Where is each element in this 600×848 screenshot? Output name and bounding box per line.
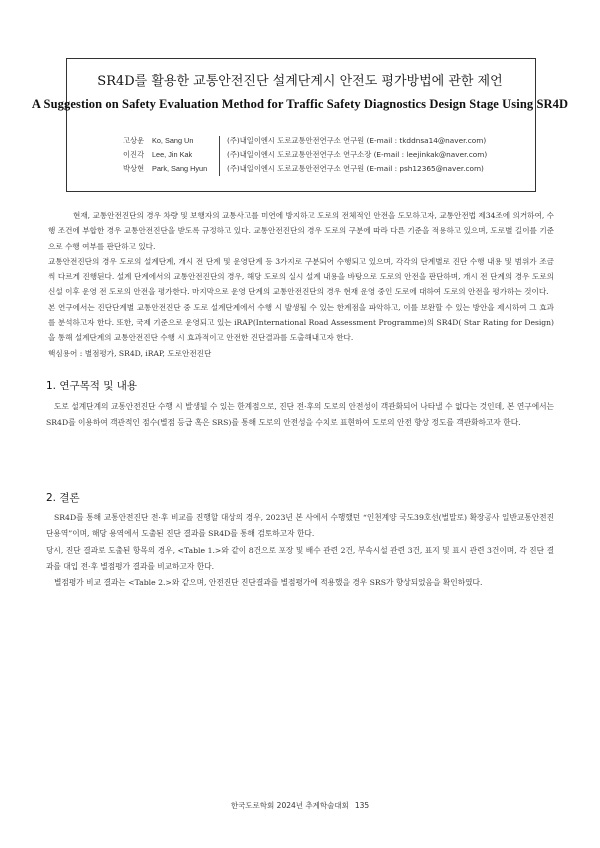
author-name-english: Ko, Sang Un [152,136,194,145]
keywords: 핵심용어 : 별점평가, SR4D, iRAP, 도로안전진단 [48,348,212,358]
paper-title-korean: SR4D를 활용한 교통안전진단 설계단계시 안전도 평가방법에 관한 제언 [97,74,503,89]
section-heading: 1. 연구목적 및 내용 [46,380,138,392]
section-paragraph: SR4D를 통해 교통안전진단 전·후 비교를 진행할 대상의 경우, 2023년 본 사에서 수행했던 “인천계양 국도39호선(벌말로) 확장공사 일반교통안전진단용역”이며, 해당 용역에서 도출된 진단 결과를 SR4D를 통해 검토하고자 한다. [46,513,554,539]
section-body [46,510,554,591]
author-name-english: Lee, Jin Kak [152,150,193,159]
abstract-paragraph: 현재, 교통안전진단의 경우 차량 및 보행자의 교통사고를 미연에 방지하고 도로의 전체적인 안전을 도모하고자, 교통안전법 제34조에 의거하여, 수행 조건에 부합한 경우 교통안전진단을 받도록 규정하고 있다. 교통안전진단의 경우 도로의 구분에 따라 다른 기준을 적용하고 있으며, 도로별 길이를 기준으로 수행 여부를 판단하고 있다. [48,211,554,251]
paper-title-english: A Suggestion on Safety Evaluation Method for Traffic Safety Diagnostics Design Stage Using SR4D [31,97,569,111]
author-name-korean: 박상현 [123,164,145,173]
author-name-english: Park, Sang Hyun [152,164,208,173]
section-paragraph: 별점평가 비교 결과는 <Table 2.>와 같으며, 안전진단 진단결과를 별점평가에 적용했을 경우 SRS가 향상되었음을 확인하였다. [54,578,483,588]
page-footer [0,800,600,811]
author-name-korean: 고상운 [123,136,145,145]
author-affiliation: (주)내일이엔시 도로교통안전연구소 연구원 (E-mail : psh12365@naver.com) [227,164,484,173]
author-affiliation: (주)내일이엔시 도로교통안전연구소 연구원 (E-mail : tkddnsa14@naver.com) [227,136,487,145]
author-divider [219,136,220,176]
author-name-korean: 이진각 [123,150,145,159]
abstract-paragraph: 교통안전진단의 경우 도로의 설계단계, 개시 전 단계 및 운영단계 등 3가지로 구분되어 수행되고 있으며, 각각의 단계별로 진단 수행 내용 및 범위가 조금씩 다르게 진행된다. 설계 단계에서의 교통안전진단의 경우, 해당 도로의 실시 설계 내용을 바탕으로 도로의 안전을 판단하며, 개시 전 단계의 경우 도로의 신설 이후 운영 전 도로의 안전을 평가한다. 마지막으로 운영 단계의 교통안전진단의 경우 현재 운영 중인 도로에 대하여 도로의 안전을 평가하는 것이다. [48,256,554,297]
section-paragraph: 당시, 진단 결과로 도출된 항목의 경우, <Table 1.>와 같이 8건으로 포장 및 배수 관련 2건, 부속시설 관련 3건, 표지 및 표시 관련 3건이며, 각 진단 결과를 대입 전·후 별점평가 결과를 비교하고자 한다. [46,545,554,571]
section-body [46,399,554,432]
section-heading: 2. 결론 [46,492,80,504]
page-number: 135 [354,801,370,810]
author-affiliation: (주)내일이엔시 도로교통안전연구소 연구소장 (E-mail : leejinkak@naver.com) [227,150,488,159]
conference-name: 한국도로학회 2024년 추계학술대회 [230,801,349,810]
abstract [48,208,554,361]
abstract-paragraph: 본 연구에서는 진단단계별 교통안전진단 중 도로 설계단계에서 수행 시 발생될 수 있는 한계점을 파악하고, 이를 보완할 수 있는 방안을 제시하여 그 효과를 분석하고자 한다. 또한, 국제 기준으로 운영되고 있는 iRAP(International Road Assessment Programme)의 SR4D( Star Rating for Design)을 통해 설계단계의 교통안전진단 수행 시 효과적이고 안전한 진단결과를 도출해내고자 한다. [48,302,554,343]
section-paragraph: 도로 설계단계의 교통안전진단 수행 시 발생될 수 있는 한계점으로, 진단 전·후의 도로의 안전성이 객관화되어 나타낼 수 없다는 것인데, 본 연구에서는 SR4D를 이용하여 객관적인 점수(별점 등급 혹은 SRS)를 통해 도로의 안전성을 수치로 표현하여 도로의 안전 향상 정도를 객관화하고자 한다. [46,402,554,428]
